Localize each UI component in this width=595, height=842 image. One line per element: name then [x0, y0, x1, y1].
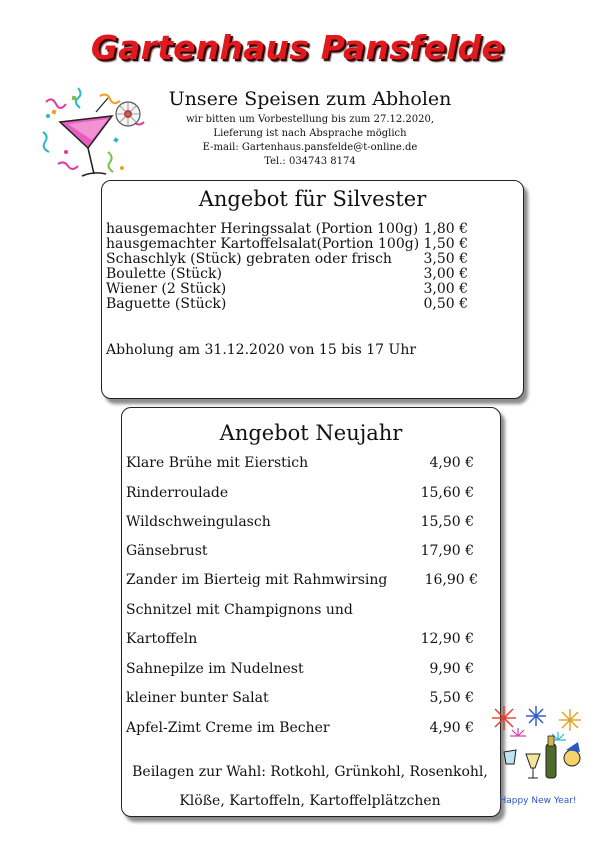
- silvester-item-price: 3,50 €: [423, 251, 468, 267]
- neujahr-item-price: 15,50 €: [420, 514, 474, 530]
- neujahr-item-price: 16,90 €: [424, 572, 478, 588]
- neujahr-item-price: 4,90 €: [429, 720, 474, 736]
- email-line: E-mail: Gartenhaus.pansfelde@t-online.de: [202, 142, 418, 153]
- fireworks-champagne-icon: [486, 706, 590, 792]
- silvester-item-name: Schaschlyk (Stück) gebraten oder frisch: [106, 251, 392, 267]
- silvester-item-name: Wiener (2 Stück): [106, 281, 227, 297]
- neujahr-item-name: Gänsebrust: [126, 543, 208, 559]
- silvester-item-price: 1,80 €: [423, 221, 468, 237]
- silvester-title: Angebot für Silvester: [198, 187, 427, 211]
- side-dishes-line-2: Klöße, Kartoffeln, Kartoffelplätzchen: [179, 793, 441, 809]
- neujahr-item-name: Kartoffeln: [126, 631, 198, 647]
- happy-new-year-label: Happy New Year!: [499, 796, 577, 806]
- neujahr-item-price: 17,90 €: [420, 543, 474, 559]
- neujahr-item-name: Klare Brühe mit Eierstich: [126, 455, 309, 471]
- neujahr-item-price: 12,90 €: [420, 631, 474, 647]
- neujahr-item-name: Sahnepilze im Nudelnest: [126, 661, 304, 677]
- neujahr-item-price: 4,90 €: [429, 455, 474, 471]
- neujahr-item-name: kleiner bunter Salat: [126, 690, 269, 706]
- silvester-item-name: Baguette (Stück): [106, 296, 227, 312]
- silvester-pickup-note: Abholung am 31.12.2020 von 15 bis 17 Uhr: [106, 342, 417, 358]
- neujahr-item-name: Schnitzel mit Champignons und: [126, 602, 353, 618]
- silvester-item-price: 1,50 €: [423, 236, 468, 252]
- neujahr-item-name: Apfel-Zimt Creme im Becher: [126, 720, 330, 736]
- side-dishes-line-1: Beilagen zur Wahl: Rotkohl, Grünkohl, Rosenkohl,: [132, 764, 488, 780]
- delivery-note: Lieferung ist nach Absprache möglich: [213, 128, 407, 139]
- silvester-item-name: Boulette (Stück): [106, 266, 222, 282]
- silvester-item-price: 3,00 €: [423, 281, 468, 297]
- preorder-note: wir bitten um Vorbestellung bis zum 27.12.2020,: [185, 114, 435, 125]
- silvester-item-name: hausgemachter Heringssalat (Portion 100g): [106, 221, 419, 237]
- silvester-item-name: hausgemachter Kartoffelsalat(Portion 100g): [106, 236, 420, 252]
- page-subtitle: Unsere Speisen zum Abholen: [168, 88, 452, 110]
- neujahr-item-price: 9,90 €: [429, 661, 474, 677]
- neujahr-item-name: Zander im Bierteig mit Rahmwirsing: [126, 572, 388, 588]
- phone-line: Tel.: 034743 8174: [264, 156, 356, 167]
- silvester-item-price: 3,00 €: [423, 266, 468, 282]
- neujahr-item-name: Wildschweingulasch: [126, 514, 271, 530]
- neujahr-item-price: 15,60 €: [420, 485, 474, 501]
- neujahr-item-name: Rinderroulade: [126, 485, 229, 501]
- restaurant-title: Gartenhaus Pansfelde: [90, 28, 505, 67]
- silvester-item-price: 0,50 €: [423, 296, 468, 312]
- cocktail-glass-with-streamers-icon: [38, 82, 150, 187]
- neujahr-title: Angebot Neujahr: [219, 421, 403, 445]
- neujahr-item-price: 5,50 €: [429, 690, 474, 706]
